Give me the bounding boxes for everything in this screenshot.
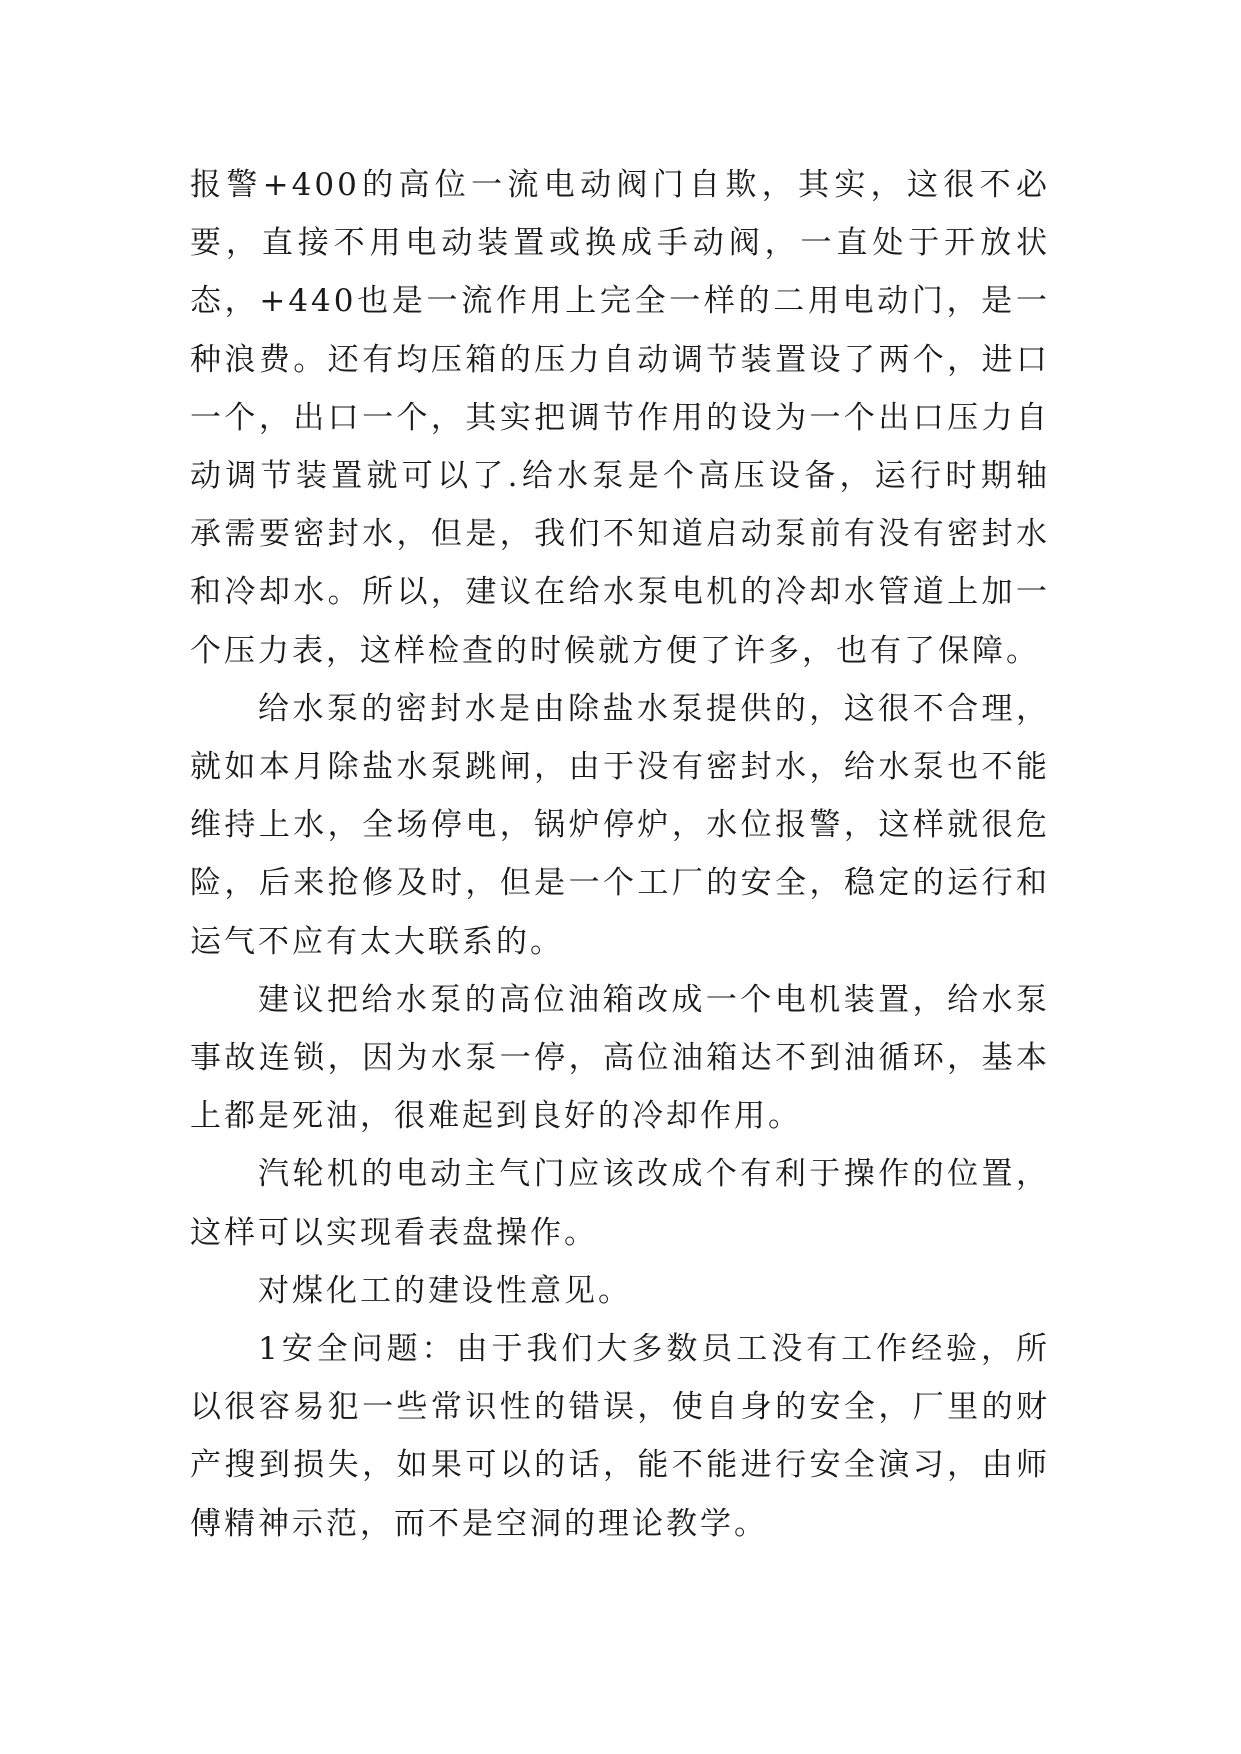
paragraph-3: 建议把给水泵的高位油箱改成一个电机装置，给水泵事故连锁，因为水泵一停，高位油箱达不到油循环，基本上都是死油，很难起到良好的冷却作用。 [190, 981, 1050, 1135]
paragraph-1: 报警+400的高位一流电动阀门自欺，其实，这很不必要，直接不用电动装置或换成手动阀，一直处于开放状态，+440也是一流作用上完全一样的二用电动门，是一种浪费。还有均压箱的压力自动调节装置设了两个，进口一个，出口一个，其实把调节作用的设为一个出口压力自动调节装置就可以了.给水泵是个高压设备，运行时期轴承需要密封水，但是，我们不知道启动泵前有没有密封水和冷却水。所以，建议在给水泵电机的冷却水管道上加一个压力表，这样检查的时候就方便了许多，也有了保障。 [190, 167, 1050, 669]
paragraph-2: 给水泵的密封水是由除盐水泵提供的，这很不合理，就如本月除盐水泵跳闸，由于没有密封水，给水泵也不能维持上水，全场停电，锅炉停炉，水位报警，这样就很危险，后来抢修及时，但是一个工厂的安全，稳定的运行和运气不应有太大联系的。 [190, 690, 1050, 960]
paragraph-5: 对煤化工的建设性意见。 [258, 1272, 632, 1309]
paragraph-6: 1安全问题：由于我们大多数员工没有工作经验，所以很容易犯一些常识性的错误，使自身的安全，厂里的财产搜到损失，如果可以的话，能不能进行安全演习，由师傅精神示范，而不是空洞的理论教学。 [190, 1331, 1050, 1542]
document-body [190, 156, 1050, 1553]
paragraph-4: 汽轮机的电动主气门应该改成个有利于操作的位置，这样可以实现看表盘操作。 [190, 1156, 1050, 1251]
